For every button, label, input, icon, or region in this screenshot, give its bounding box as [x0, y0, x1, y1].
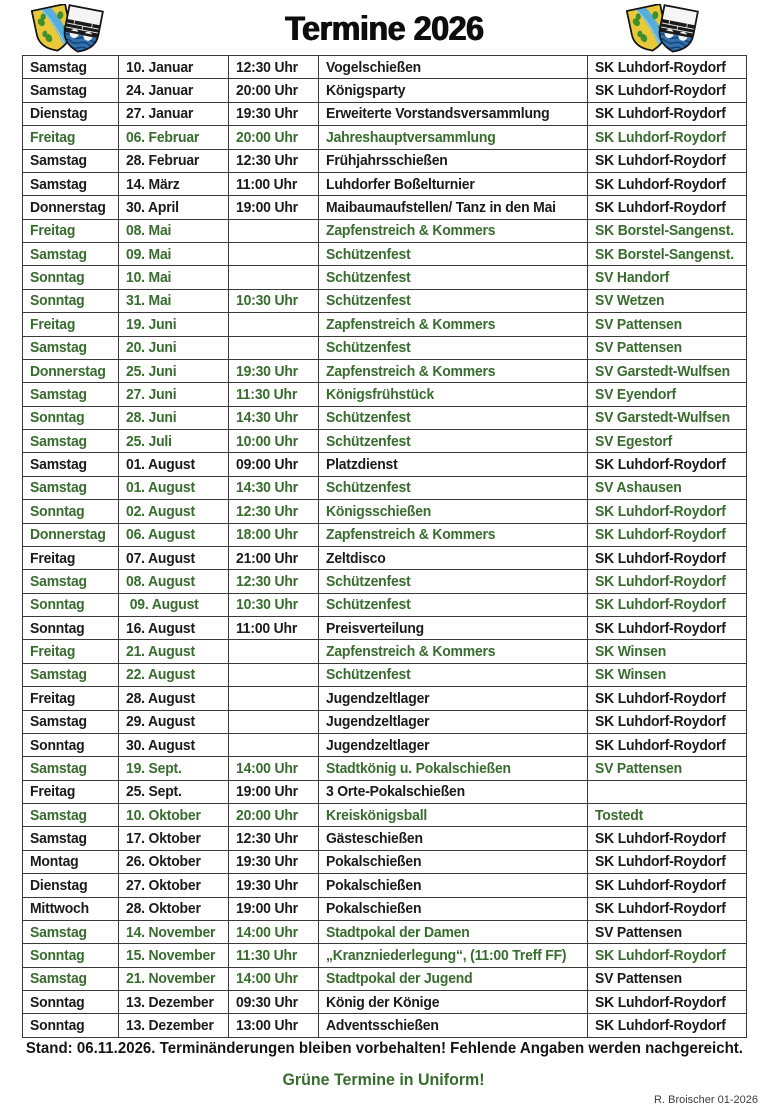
cell-date: 28. Oktober [119, 898, 229, 921]
cell-date: 16. August [119, 617, 229, 640]
cell-day: Freitag [23, 687, 119, 710]
cell-time: 10:30 Uhr [229, 594, 319, 617]
cell-org: SK Borstel-Sangenst. [588, 243, 747, 266]
cell-date: 22. August [119, 664, 229, 687]
cell-org: Tostedt [588, 804, 747, 827]
cell-time: 19:00 Uhr [229, 196, 319, 219]
cell-event: Preisverteilung [319, 617, 588, 640]
cell-event: Schützenfest [319, 290, 588, 313]
cell-date: 15. November [119, 944, 229, 967]
cell-time [229, 664, 319, 687]
cell-day: Donnerstag [23, 196, 119, 219]
cell-date: 20. Juni [119, 337, 229, 360]
cell-time: 09:00 Uhr [229, 453, 319, 476]
cell-event: Zapfenstreich & Kommers [319, 640, 588, 663]
cell-day: Samstag [23, 56, 119, 79]
cell-event: Schützenfest [319, 243, 588, 266]
cell-event: Zapfenstreich & Kommers [319, 360, 588, 383]
cell-org: SK Luhdorf-Roydorf [588, 570, 747, 593]
cell-event: Frühjahrsschießen [319, 150, 588, 173]
cell-time: 10:00 Uhr [229, 430, 319, 453]
cell-date: 26. Oktober [119, 851, 229, 874]
cell-date: 07. August [119, 547, 229, 570]
cell-org: SK Luhdorf-Roydorf [588, 734, 747, 757]
cell-event: Königsfrühstück [319, 383, 588, 406]
table-row [23, 220, 747, 243]
cell-time [229, 266, 319, 289]
table-row [23, 898, 747, 921]
cell-day: Samstag [23, 827, 119, 850]
cell-time: 14:30 Uhr [229, 407, 319, 430]
cell-day: Samstag [23, 150, 119, 173]
cell-org: SK Luhdorf-Roydorf [588, 617, 747, 640]
cell-day: Samstag [23, 711, 119, 734]
page-title: Termine 2026 [284, 10, 484, 48]
cell-org: SK Luhdorf-Roydorf [588, 827, 747, 850]
cell-time [229, 687, 319, 710]
cell-event: Erweiterte Vorstandsversammlung [319, 103, 588, 126]
table-row [23, 500, 747, 523]
cell-time: 09:30 Uhr [229, 991, 319, 1014]
cell-date: 10. Januar [119, 56, 229, 79]
cell-org: SK Luhdorf-Roydorf [588, 500, 747, 523]
cell-org: SV Garstedt-Wulfsen [588, 407, 747, 430]
cell-date: 10. Mai [119, 266, 229, 289]
cell-time: 21:00 Uhr [229, 547, 319, 570]
cell-time: 12:30 Uhr [229, 150, 319, 173]
cell-time [229, 337, 319, 360]
table-row [23, 570, 747, 593]
cell-time: 19:00 Uhr [229, 781, 319, 804]
cell-event: Schützenfest [319, 407, 588, 430]
cell-org: SK Luhdorf-Roydorf [588, 524, 747, 547]
cell-time: 14:30 Uhr [229, 477, 319, 500]
table-row [23, 290, 747, 313]
cell-day: Sonntag [23, 594, 119, 617]
cell-day: Samstag [23, 243, 119, 266]
cell-org: SK Luhdorf-Roydorf [588, 173, 747, 196]
cell-day: Dienstag [23, 103, 119, 126]
cell-time [229, 313, 319, 336]
cell-date: 19. Sept. [119, 757, 229, 780]
cell-event: Adventsschießen [319, 1014, 588, 1037]
table-row [23, 781, 747, 804]
cell-event: Stadtpokal der Jugend [319, 968, 588, 991]
cell-event: König der Könige [319, 991, 588, 1014]
table-row [23, 266, 747, 289]
cell-time: 12:30 Uhr [229, 56, 319, 79]
table-row [23, 711, 747, 734]
cell-day: Samstag [23, 430, 119, 453]
table-row [23, 851, 747, 874]
cell-time: 10:30 Uhr [229, 290, 319, 313]
table-row [23, 921, 747, 944]
cell-date: 06. August [119, 524, 229, 547]
cell-org: SK Luhdorf-Roydorf [588, 126, 747, 149]
cell-event: Stadtpokal der Damen [319, 921, 588, 944]
cell-day: Samstag [23, 804, 119, 827]
table-row [23, 477, 747, 500]
table-row [23, 687, 747, 710]
table-row [23, 757, 747, 780]
crest-logo-right-icon [626, 4, 700, 54]
cell-date: 02. August [119, 500, 229, 523]
cell-date: 13. Dezember [119, 1014, 229, 1037]
cell-day: Samstag [23, 383, 119, 406]
cell-day: Montag [23, 851, 119, 874]
cell-event: Zapfenstreich & Kommers [319, 220, 588, 243]
table-row [23, 360, 747, 383]
cell-org: SK Luhdorf-Roydorf [588, 898, 747, 921]
cell-day: Samstag [23, 968, 119, 991]
cell-date: 14. März [119, 173, 229, 196]
cell-event: „Kranzniederlegung“, (11:00 Treff FF) [319, 944, 588, 967]
cell-org: SV Pattensen [588, 921, 747, 944]
cell-org: SK Luhdorf-Roydorf [588, 711, 747, 734]
cell-event: Schützenfest [319, 430, 588, 453]
table-row [23, 173, 747, 196]
table-row [23, 594, 747, 617]
table-row [23, 640, 747, 663]
cell-day: Freitag [23, 781, 119, 804]
cell-time: 12:30 Uhr [229, 570, 319, 593]
cell-event: Maibaumaufstellen/ Tanz in den Mai [319, 196, 588, 219]
cell-org: SK Luhdorf-Roydorf [588, 547, 747, 570]
cell-date: 10. Oktober [119, 804, 229, 827]
cell-day: Sonntag [23, 617, 119, 640]
cell-date: 17. Oktober [119, 827, 229, 850]
cell-date: 01. August [119, 453, 229, 476]
cell-event: Schützenfest [319, 594, 588, 617]
cell-date: 21. November [119, 968, 229, 991]
cell-org: SV Garstedt-Wulfsen [588, 360, 747, 383]
cell-org: SV Pattensen [588, 313, 747, 336]
table-row [23, 126, 747, 149]
table-row [23, 664, 747, 687]
cell-day: Samstag [23, 79, 119, 102]
cell-date: 27. Oktober [119, 874, 229, 897]
cell-time [229, 640, 319, 663]
cell-time: 11:30 Uhr [229, 383, 319, 406]
uniform-note: Grüne Termine in Uniform! [282, 1070, 486, 1089]
cell-org: SK Luhdorf-Roydorf [588, 1014, 747, 1037]
cell-event: Schützenfest [319, 664, 588, 687]
cell-time: 19:30 Uhr [229, 360, 319, 383]
table-row [23, 874, 747, 897]
cell-date: 09. August [119, 594, 229, 617]
cell-date: 21. August [119, 640, 229, 663]
cell-org: SV Pattensen [588, 968, 747, 991]
cell-date: 13. Dezember [119, 991, 229, 1014]
cell-event: Jahreshauptversammlung [319, 126, 588, 149]
cell-time: 11:00 Uhr [229, 617, 319, 640]
cell-event: Schützenfest [319, 337, 588, 360]
table-row [23, 337, 747, 360]
cell-org: SV Egestorf [588, 430, 747, 453]
cell-org: SK Luhdorf-Roydorf [588, 874, 747, 897]
cell-day: Samstag [23, 477, 119, 500]
cell-event: Luhdorfer Boßelturnier [319, 173, 588, 196]
cell-org: SV Ashausen [588, 477, 747, 500]
cell-event: Jugendzeltlager [319, 734, 588, 757]
cell-org: SK Luhdorf-Roydorf [588, 79, 747, 102]
cell-event: Zeltdisco [319, 547, 588, 570]
cell-date: 31. Mai [119, 290, 229, 313]
cell-day: Samstag [23, 453, 119, 476]
cell-org: SV Pattensen [588, 337, 747, 360]
cell-day: Dienstag [23, 874, 119, 897]
cell-time: 19:00 Uhr [229, 898, 319, 921]
cell-org: SV Handorf [588, 266, 747, 289]
table-row [23, 547, 747, 570]
cell-org: SK Luhdorf-Roydorf [588, 991, 747, 1014]
cell-day: Freitag [23, 640, 119, 663]
table-row [23, 150, 747, 173]
cell-org: SV Eyendorf [588, 383, 747, 406]
cell-event: Jugendzeltlager [319, 687, 588, 710]
cell-day: Sonntag [23, 266, 119, 289]
cell-event: Jugendzeltlager [319, 711, 588, 734]
cell-org: SK Winsen [588, 640, 747, 663]
cell-time: 18:00 Uhr [229, 524, 319, 547]
cell-date: 30. April [119, 196, 229, 219]
cell-event: Zapfenstreich & Kommers [319, 313, 588, 336]
table-row [23, 734, 747, 757]
cell-date: 30. August [119, 734, 229, 757]
cell-day: Freitag [23, 313, 119, 336]
cell-day: Samstag [23, 570, 119, 593]
table-row [23, 196, 747, 219]
cell-org: SK Luhdorf-Roydorf [588, 150, 747, 173]
cell-event: Stadtkönig u. Pokalschießen [319, 757, 588, 780]
cell-day: Sonntag [23, 734, 119, 757]
cell-time [229, 220, 319, 243]
cell-date: 25. Juli [119, 430, 229, 453]
cell-org: SK Luhdorf-Roydorf [588, 56, 747, 79]
cell-event: Schützenfest [319, 477, 588, 500]
cell-day: Sonntag [23, 991, 119, 1014]
cell-event: Platzdienst [319, 453, 588, 476]
cell-day: Sonntag [23, 500, 119, 523]
cell-day: Mittwoch [23, 898, 119, 921]
cell-date: 29. August [119, 711, 229, 734]
table-row [23, 944, 747, 967]
cell-day: Sonntag [23, 290, 119, 313]
cell-time: 20:00 Uhr [229, 804, 319, 827]
cell-org: SV Wetzen [588, 290, 747, 313]
schedule-table [22, 55, 747, 1038]
cell-org: SK Luhdorf-Roydorf [588, 453, 747, 476]
cell-time: 12:30 Uhr [229, 500, 319, 523]
cell-day: Donnerstag [23, 360, 119, 383]
cell-event: Schützenfest [319, 266, 588, 289]
table-row [23, 453, 747, 476]
cell-date: 09. Mai [119, 243, 229, 266]
cell-date: 25. Juni [119, 360, 229, 383]
table-row [23, 56, 747, 79]
table-row [23, 991, 747, 1014]
cell-time [229, 734, 319, 757]
table-row [23, 968, 747, 991]
cell-time: 19:30 Uhr [229, 874, 319, 897]
cell-time: 13:00 Uhr [229, 1014, 319, 1037]
cell-day: Donnerstag [23, 524, 119, 547]
table-row [23, 430, 747, 453]
cell-date: 27. Januar [119, 103, 229, 126]
cell-org: SK Luhdorf-Roydorf [588, 944, 747, 967]
cell-time [229, 711, 319, 734]
cell-org: SK Borstel-Sangenst. [588, 220, 747, 243]
cell-time: 19:30 Uhr [229, 103, 319, 126]
cell-time: 11:00 Uhr [229, 173, 319, 196]
cell-day: Freitag [23, 220, 119, 243]
table-row [23, 524, 747, 547]
cell-date: 08. Mai [119, 220, 229, 243]
status-note: Stand: 06.11.2026. Terminänderungen bleiben vorbehalten! Fehlende Angaben werden nachgereicht. [25, 1040, 743, 1057]
table-row [23, 243, 747, 266]
cell-date: 19. Juni [119, 313, 229, 336]
cell-time: 14:00 Uhr [229, 757, 319, 780]
cell-day: Samstag [23, 664, 119, 687]
credit-line: R. Broischer 01-2026 [654, 1094, 758, 1106]
cell-time: 20:00 Uhr [229, 126, 319, 149]
table-row [23, 1014, 747, 1037]
cell-event: Zapfenstreich & Kommers [319, 524, 588, 547]
cell-time: 20:00 Uhr [229, 79, 319, 102]
cell-time: 12:30 Uhr [229, 827, 319, 850]
cell-time [229, 243, 319, 266]
cell-event: Pokalschießen [319, 874, 588, 897]
cell-date: 01. August [119, 477, 229, 500]
table-row [23, 383, 747, 406]
cell-event: 3 Orte-Pokalschießen [319, 781, 588, 804]
cell-org: SK Luhdorf-Roydorf [588, 851, 747, 874]
cell-event: Pokalschießen [319, 851, 588, 874]
cell-event: Pokalschießen [319, 898, 588, 921]
cell-time: 19:30 Uhr [229, 851, 319, 874]
cell-date: 14. November [119, 921, 229, 944]
cell-event: Königsschießen [319, 500, 588, 523]
cell-date: 28. August [119, 687, 229, 710]
table-row [23, 804, 747, 827]
cell-day: Sonntag [23, 1014, 119, 1037]
cell-org: SK Luhdorf-Roydorf [588, 196, 747, 219]
cell-org: SV Pattensen [588, 757, 747, 780]
cell-day: Sonntag [23, 944, 119, 967]
cell-time: 14:00 Uhr [229, 968, 319, 991]
table-row [23, 313, 747, 336]
cell-date: 28. Juni [119, 407, 229, 430]
cell-day: Sonntag [23, 407, 119, 430]
cell-time: 11:30 Uhr [229, 944, 319, 967]
cell-date: 28. Februar [119, 150, 229, 173]
cell-org [588, 781, 747, 804]
cell-event: Kreiskönigsball [319, 804, 588, 827]
cell-event: Schützenfest [319, 570, 588, 593]
cell-org: SK Winsen [588, 664, 747, 687]
table-row [23, 103, 747, 126]
cell-event: Gästeschießen [319, 827, 588, 850]
cell-date: 27. Juni [119, 383, 229, 406]
cell-event: Vogelschießen [319, 56, 588, 79]
cell-time: 14:00 Uhr [229, 921, 319, 944]
cell-day: Samstag [23, 757, 119, 780]
cell-date: 24. Januar [119, 79, 229, 102]
cell-day: Freitag [23, 126, 119, 149]
cell-event: Königsparty [319, 79, 588, 102]
cell-date: 06. Februar [119, 126, 229, 149]
cell-day: Samstag [23, 173, 119, 196]
cell-date: 08. August [119, 570, 229, 593]
cell-org: SK Luhdorf-Roydorf [588, 594, 747, 617]
cell-day: Freitag [23, 547, 119, 570]
cell-date: 25. Sept. [119, 781, 229, 804]
table-row [23, 827, 747, 850]
cell-org: SK Luhdorf-Roydorf [588, 103, 747, 126]
cell-day: Samstag [23, 337, 119, 360]
table-row [23, 617, 747, 640]
cell-day: Samstag [23, 921, 119, 944]
table-row [23, 407, 747, 430]
table-row [23, 79, 747, 102]
cell-org: SK Luhdorf-Roydorf [588, 687, 747, 710]
